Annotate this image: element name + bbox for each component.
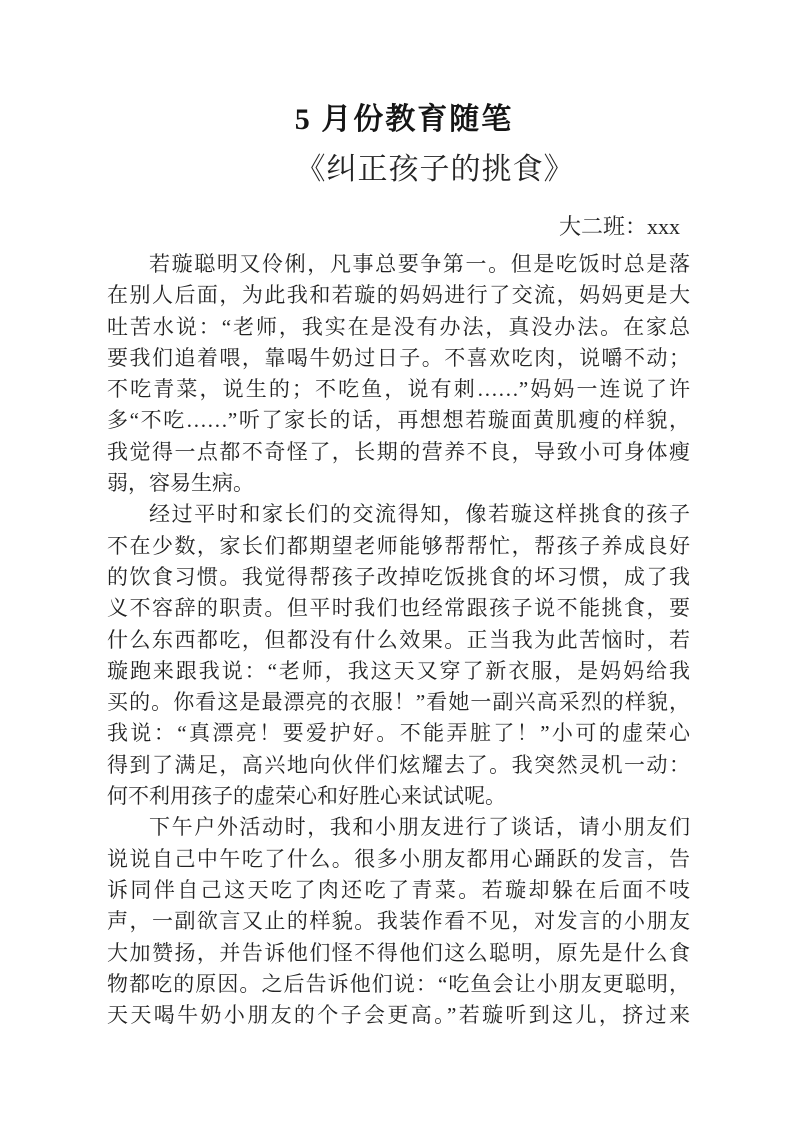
- essay-line: 我说：“真漂亮！要爱护好。不能弄脏了！”小可的虚荣心: [107, 721, 690, 746]
- essay-line: 吐苦水说：“老师，我实在是没有办法，真没办法。在家总: [107, 314, 690, 339]
- essay-line: 下午户外活动时，我和小朋友进行了谈话，请小朋友们: [149, 815, 690, 840]
- essay-paragraph: [107, 499, 690, 812]
- essay-paragraph: [107, 812, 690, 1031]
- essay-line: 说说自己中午吃了什么。很多小朋友都用心踊跃的发言，告: [107, 846, 690, 871]
- essay-line: 得到了满足，高兴地向伙伴们炫耀去了。我突然灵机一动：: [107, 752, 690, 777]
- document-title: 5 月份教育随笔: [294, 103, 514, 136]
- essay-line: 天天喝牛奶小朋友的个子会更高。”若璇听到这儿，挤过来: [107, 1003, 690, 1028]
- essay-line: 诉同伴自己这天吃了肉还吃了青菜。若璇却躲在后面不吱: [107, 877, 690, 902]
- essay-line: 若璇聪明又伶俐，凡事总要争第一。但是吃饭时总是落: [149, 252, 690, 276]
- essay-line: 我觉得一点都不奇怪了，长期的营养不良，导致小可身体瘦: [107, 439, 690, 464]
- essay-line: 璇跑来跟我说：“老师，我这天又穿了新衣服，是妈妈给我: [107, 658, 690, 683]
- essay-line: 买的。你看这是最漂亮的衣服！”看她一副兴高采烈的样貌，: [107, 690, 690, 715]
- essay-line: 不在少数，家长们都期望老师能够帮帮忙，帮孩子养成良好: [107, 533, 690, 558]
- document-subtitle: 《纠正孩子的挑食》: [295, 153, 575, 186]
- essay-line: 的饮食习惯。我觉得帮孩子改掉吃饭挑食的坏习惯，成了我: [107, 564, 690, 589]
- essay-line: 物都吃的原因。之后告诉他们说：“吃鱼会让小朋友更聪明，: [107, 971, 690, 996]
- essay-line: 什么东西都吃，但都没有什么效果。正当我为此苦恼时，若: [107, 627, 690, 652]
- essay-line: 弱，容易生病。: [107, 471, 254, 496]
- essay-line: 大加赞扬，并告诉他们怪不得他们这么聪明，原先是什么食: [107, 940, 690, 965]
- essay-line: 声，一副欲言又止的样貌。我装作看不见，对发言的小朋友: [107, 909, 690, 934]
- essay-line: 在别人后面，为此我和若璇的妈妈进行了交流，妈妈更是大: [107, 283, 690, 308]
- essay-line: 要我们追着喂，靠喝牛奶过日子。不喜欢吃肉，说嚼不动；: [107, 345, 690, 370]
- essay-line: 义不容辞的职责。但平时我们也经常跟孩子说不能挑食，要: [107, 596, 690, 621]
- document-byline: 大二班：xxx: [558, 214, 680, 239]
- essay-body: [107, 249, 690, 1031]
- essay-line: 何不利用孩子的虚荣心和好胜心来试试呢。: [107, 784, 506, 809]
- essay-line: 多“不吃……”听了家长的话，再想想若璇面黄肌瘦的样貌，: [107, 408, 690, 433]
- essay-paragraph: [107, 249, 690, 499]
- essay-line: 不吃青菜，说生的；不吃鱼，说有刺……”妈妈一连说了许: [107, 377, 690, 402]
- essay-line: 经过平时和家长们的交流得知，像若璇这样挑食的孩子: [149, 502, 690, 527]
